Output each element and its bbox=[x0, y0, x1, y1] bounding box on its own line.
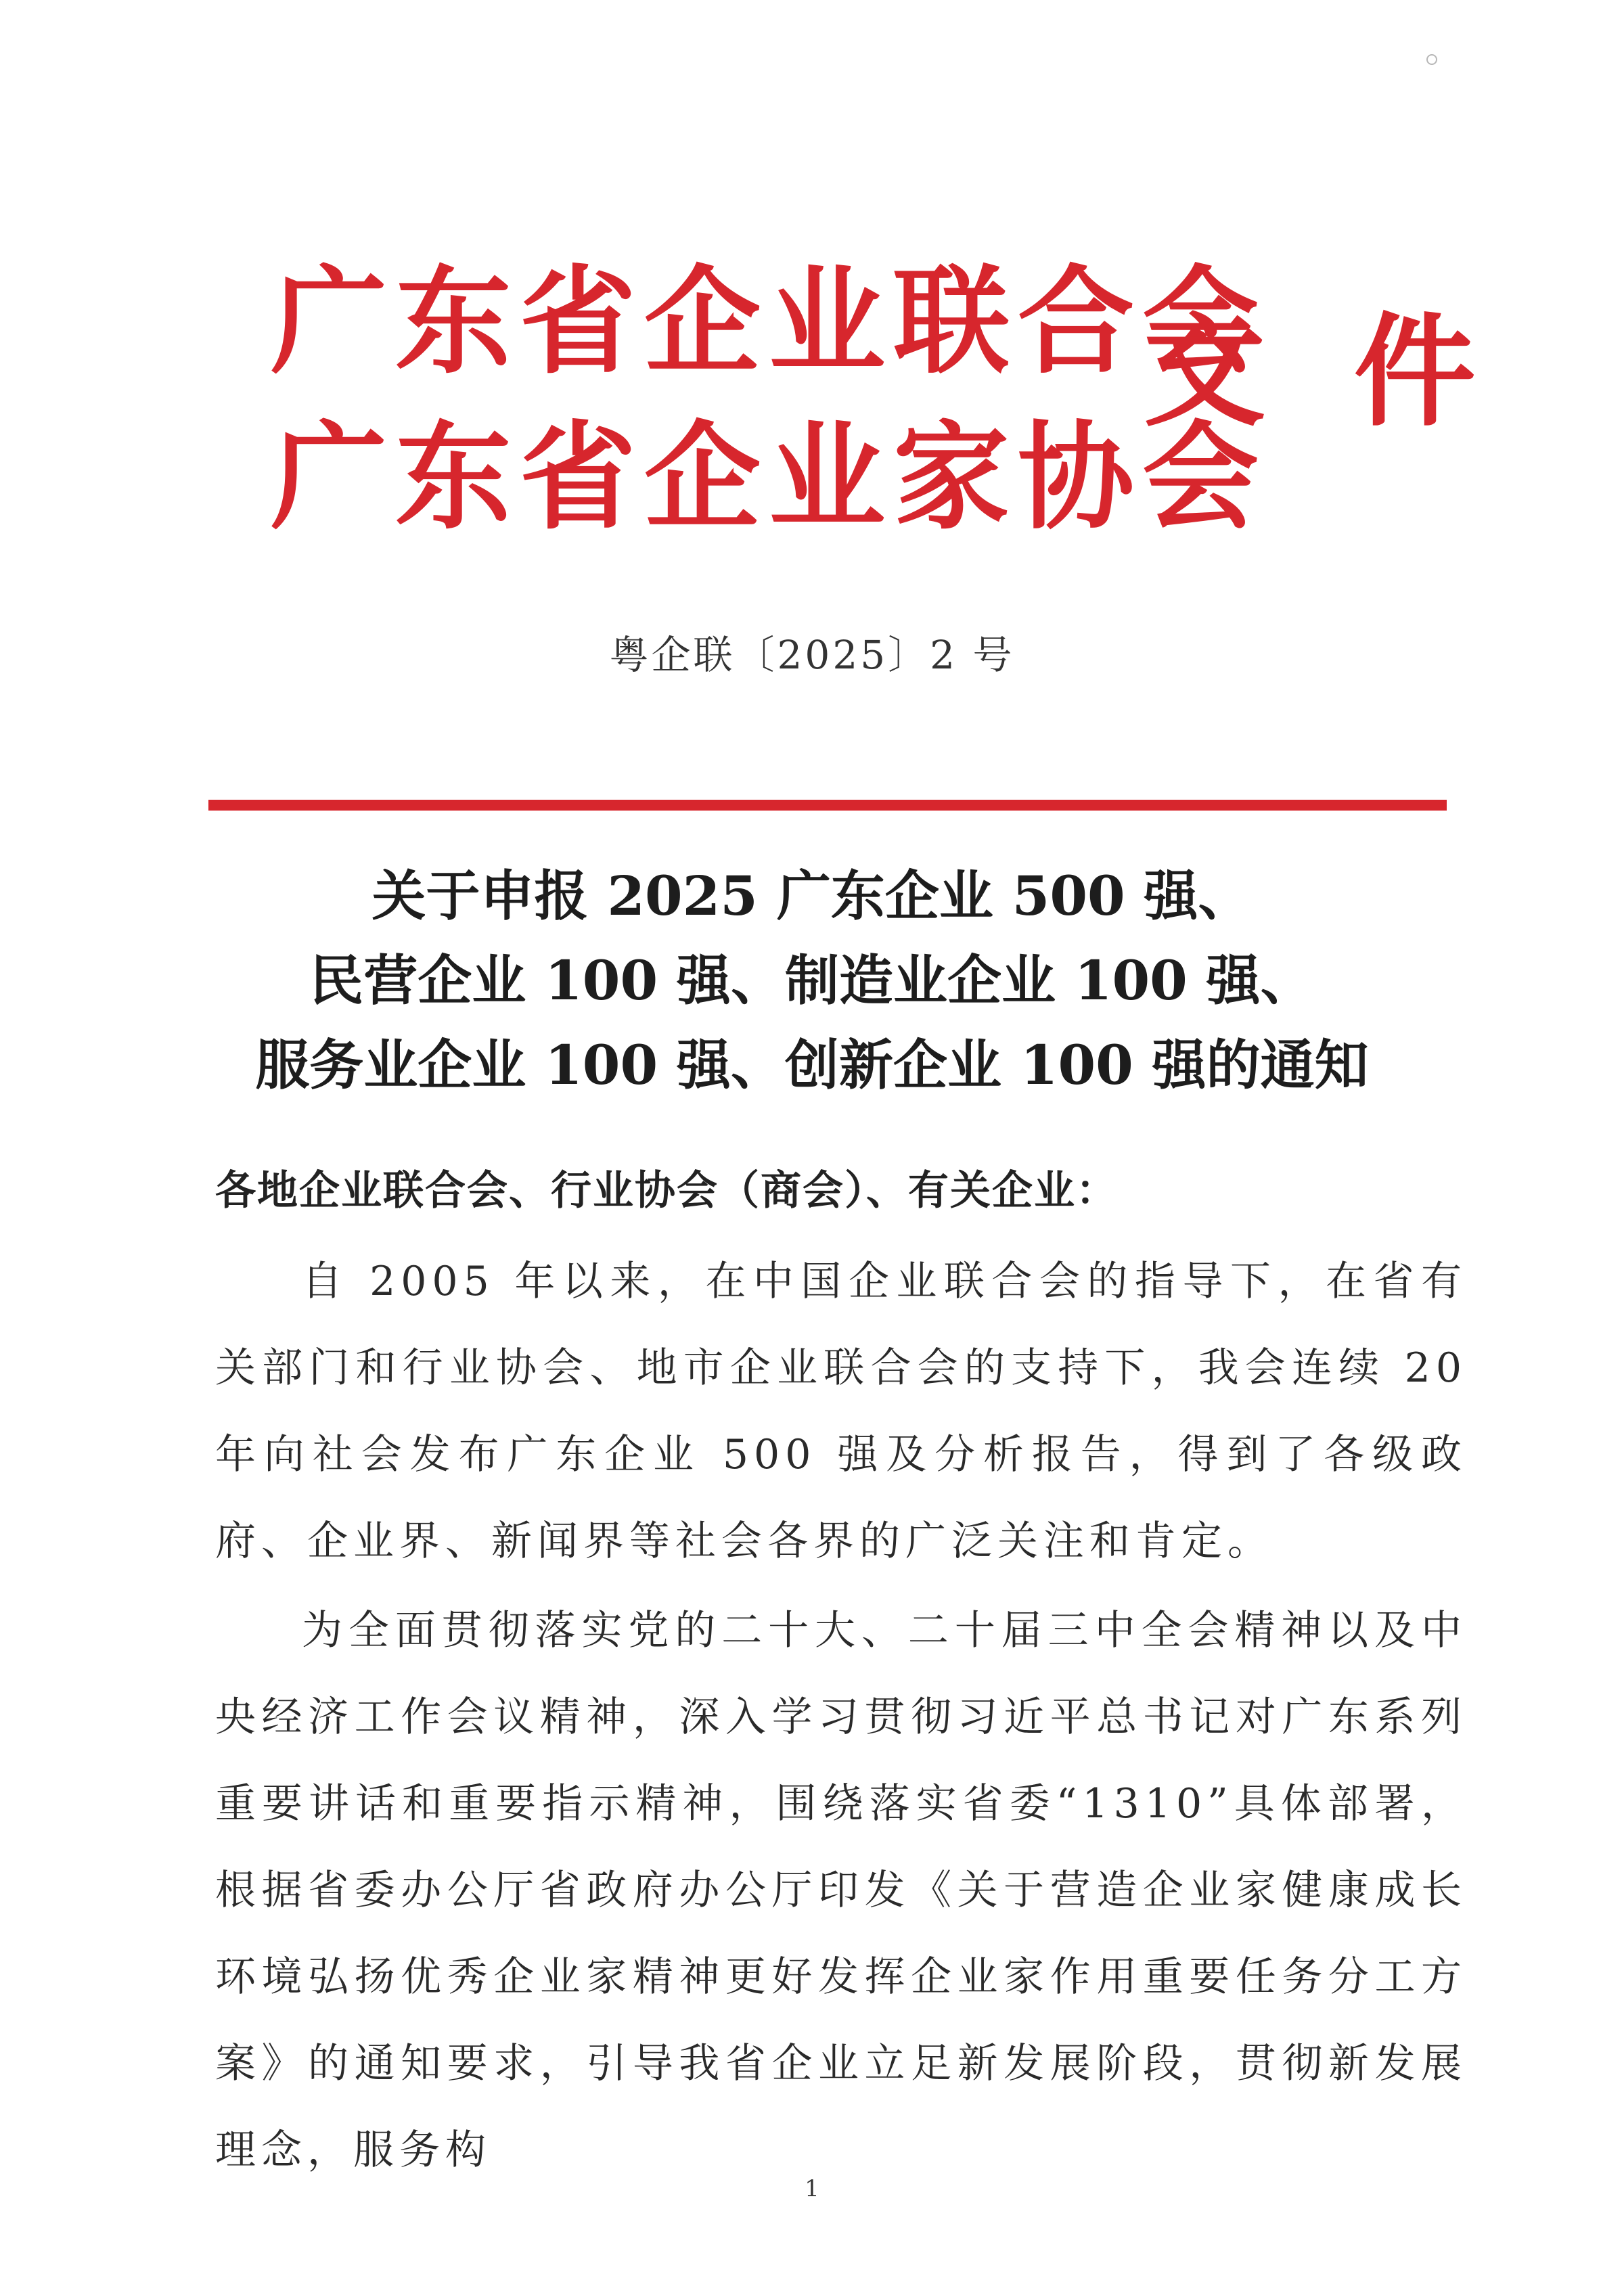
body-paragraph: 自 2005 年以来，在中国企业联合会的指导下，在省有关部门和行业协会、地市企业联合会的支持下，我会连续 20 年向社会发布广东企业 500 强及分析报告，得到了各级政府、企业界、新闻界等社会各界的广泛关注和肯定。 bbox=[215, 1258, 1467, 1565]
document-number: 粤企联〔2025〕2 号 bbox=[609, 632, 1015, 678]
page-number: 1 bbox=[805, 2175, 819, 2202]
body-paragraph: 为全面贯彻落实党的二十大、二十届三中全会精神以及中央经济工作会议精神，深入学习贯彻习近平总书记对广东系列重要讲话和重要指示精神，围绕落实省委“1310”具体部署，根据省委办公厅省政府办公厅印发《关于营造企业家健康成长环境弘扬优秀企业家精神更好发挥企业家作用重要任务分工方案》的通知要求，引导我省企业立足新发展阶段，贯彻新发展理念，服务构 bbox=[215, 1607, 1467, 2174]
notice-title bbox=[0, 854, 1624, 1108]
title-line: 关于申报 2025 广东企业 500 强、 bbox=[371, 864, 1253, 928]
org-name-federation: 广东省企业联合会 bbox=[271, 252, 1267, 390]
title-line: 民营企业 100 强、制造业企业 100 强、 bbox=[309, 949, 1315, 1012]
issuing-organizations bbox=[271, 244, 1267, 555]
scan-mark bbox=[1426, 54, 1437, 65]
salutation: 各地企业联合会、行业协会（商会）、有关企业： bbox=[215, 1167, 1118, 1214]
title-line: 服务业企业 100 强、创新企业 100 强的通知 bbox=[255, 1033, 1369, 1097]
org-name-association: 广东省企业家协会 bbox=[271, 408, 1267, 545]
red-divider-line bbox=[208, 800, 1447, 811]
document-label: 文 件 bbox=[1144, 300, 1499, 443]
